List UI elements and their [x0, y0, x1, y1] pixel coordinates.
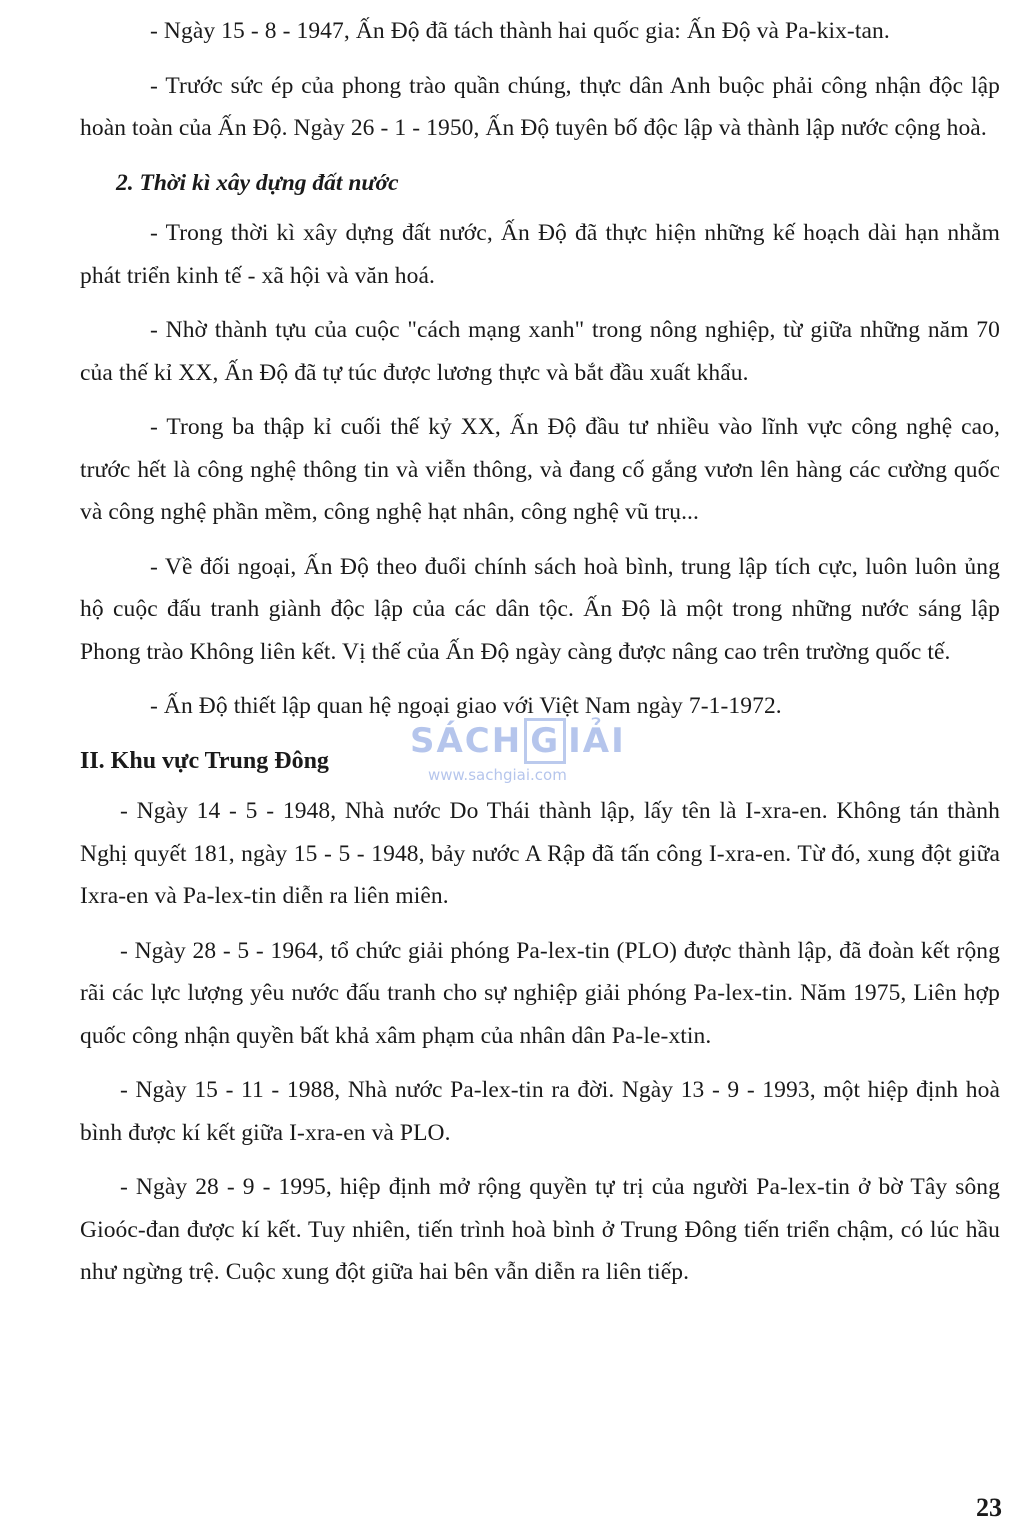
paragraph-high-tech: - Trong ba thập kỉ cuối thế kỷ XX, Ấn Độ đầu tư nhiều vào lĩnh vực công nghệ cao, trước hết là công nghệ thông tin và viễn thông, và đang cố gắng vươn lên hàng các cường quốc và công nghệ phần mềm, công nghệ hạt nhân, công nghệ vũ trụ... [80, 414, 1000, 525]
paragraph-israel-founded: - Ngày 14 - 5 - 1948, Nhà nước Do Thái thành lập, lấy tên là I-xra-en. Không tán thành Nghị quyết 181, ngày 15 - 5 - 1948, bảy nước A Rập đã tấn công I-xra-en. Từ đó, xung đột giữa Ixra-en và Pa-lex-tin diễn ra liên miên. [80, 798, 1000, 909]
paragraph-autonomy-agreement: - Ngày 28 - 9 - 1995, hiệp định mở rộng quyền tự trị của người Pa-lex-tin ở bờ Tây sông Gioóc-đan được kí kết. Tuy nhiên, tiến trình hoà bình ở Trung Đông tiến triển chậm, có lúc hầu như ngừng trệ. Cuộc xung đột giữa hai bên vẫn diễn ra liên tiếp. [80, 1174, 1000, 1285]
page-content [80, 10, 1000, 1306]
paragraph-partition: - Ngày 15 - 8 - 1947, Ấn Độ đã tách thành hai quốc gia: Ấn Độ và Pa-kix-tan. [150, 18, 890, 44]
subsection-title: 2. Thời kì xây dựng đất nước [116, 169, 399, 196]
watermark-brand: SÁCH G IẢI [410, 718, 630, 764]
paragraph-palestine-state: - Ngày 15 - 11 - 1988, Nhà nước Pa-lex-tin ra đời. Ngày 13 - 9 - 1993, một hiệp định hoà bình được kí kết giữa I-xra-en và PLO. [80, 1077, 1000, 1146]
paragraph-long-term-plans: - Trong thời kì xây dựng đất nước, Ấn Độ đã thực hiện những kế hoạch dài hạn nhằm phát triển kinh tế - xã hội và văn hoá. [80, 220, 1000, 289]
paragraph-foreign-policy: - Về đối ngoại, Ấn Độ theo đuổi chính sách hoà bình, trung lập tích cực, luôn luôn ủng hộ cuộc đấu tranh giành độc lập của các dân tộc. Ấn Độ là một trong những nước sáng lập Phong trào Không liên kết. Vị thế của Ấn Độ ngày càng được nâng cao trên trường quốc tế. [80, 553, 1000, 665]
paragraph-vietnam-relations: - Ấn Độ thiết lập quan hệ ngoại giao với Việt Nam ngày 7-1-1972. [150, 693, 782, 719]
watermark-url: www.sachgiai.com [428, 766, 567, 784]
paragraph-independence: - Trước sức ép của phong trào quần chúng, thực dân Anh buộc phải công nhận độc lập hoàn toàn của Ấn Độ. Ngày 26 - 1 - 1950, Ấn Độ tuyên bố độc lập và thành lập nước cộng hoà. [80, 72, 1000, 141]
page-number: 23 [976, 1493, 1002, 1522]
paragraph-green-revolution: - Nhờ thành tựu của cuộc "cách mạng xanh" trong nông nghiệp, từ giữa những năm 70 của thế kỉ XX, Ấn Độ đã tự túc được lương thực và bắt đầu xuất khẩu. [80, 317, 1000, 386]
section-title: II. Khu vực Trung Đông [80, 747, 329, 774]
paragraph-plo-founded: - Ngày 28 - 5 - 1964, tổ chức giải phóng Pa-lex-tin (PLO) được thành lập, đã đoàn kết rộng rãi các lực lượng yêu nước đấu tranh cho sự nghiệp giải phóng Pa-lex-tin. Năm 1975, Liên hợp quốc công nhận quyền bất khả xâm phạm của nhân dân Pa-le-xtin. [80, 937, 1000, 1049]
